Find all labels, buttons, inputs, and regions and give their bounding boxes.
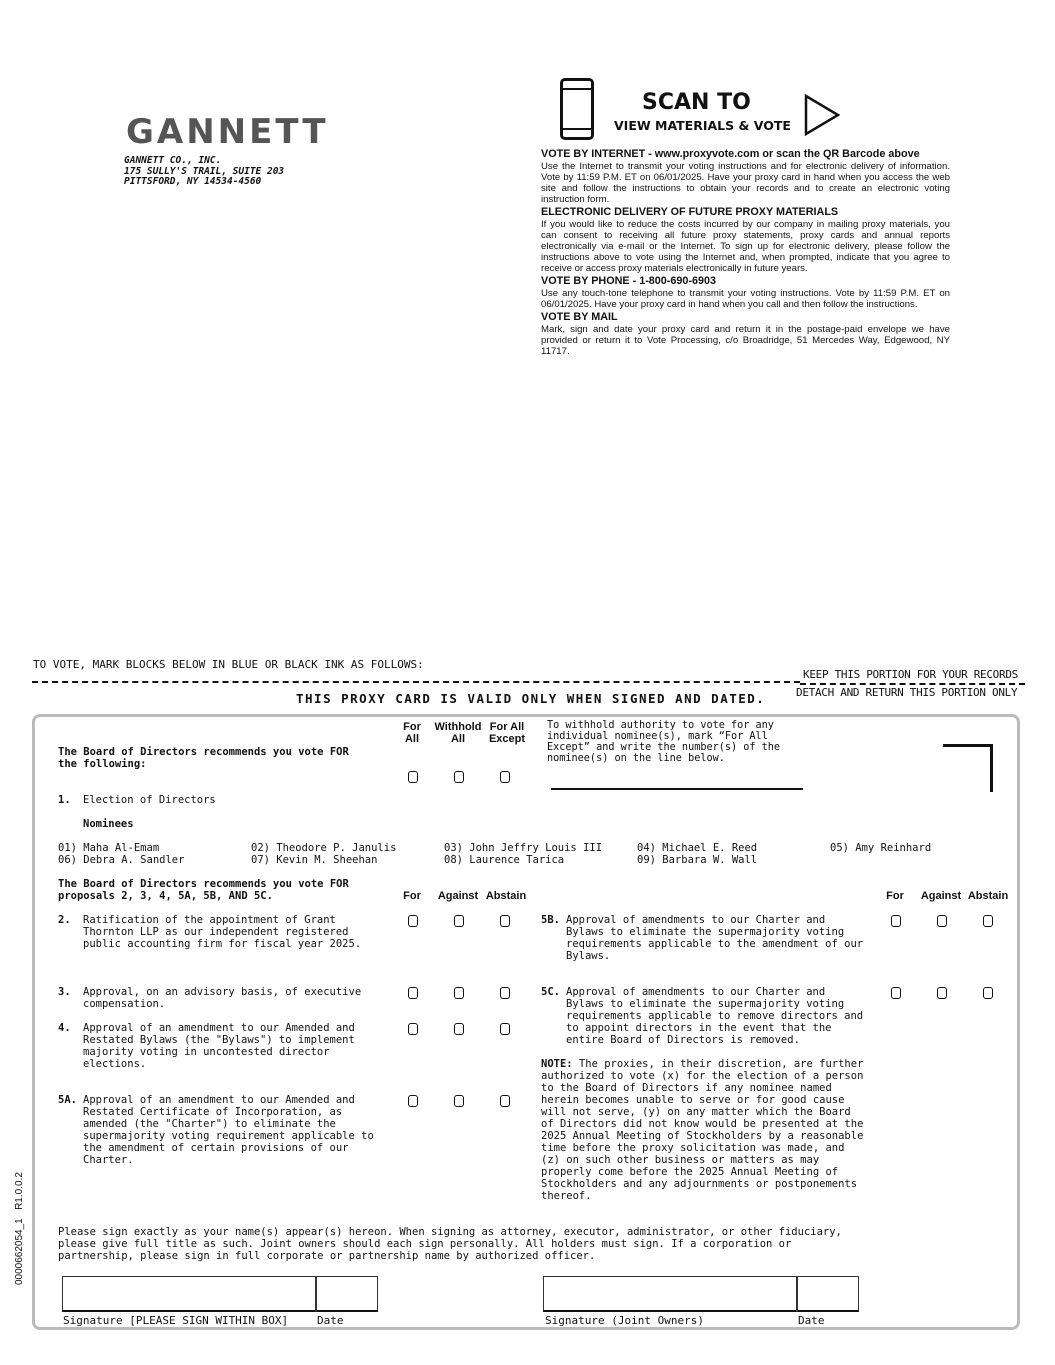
nominee: 07) Kevin M. Sheehan — [251, 854, 378, 866]
nominee: 06) Debra A. Sandler — [58, 854, 185, 866]
play-arrow-icon — [804, 94, 840, 136]
proposal-number: 2. — [58, 914, 71, 926]
proposal-5b-abstain-checkbox[interactable] — [983, 915, 993, 927]
col-for: For — [403, 890, 421, 902]
proxy-note — [541, 1058, 863, 1202]
col-withhold-all: Withhold All — [434, 721, 482, 745]
nominee: 03) John Jeffry Louis III — [444, 842, 603, 854]
proposal-5c-abstain-checkbox[interactable] — [983, 987, 993, 999]
address-line: PITTSFORD, NY 14534-4560 — [124, 176, 262, 187]
date-label: Date — [798, 1314, 825, 1327]
col-for-all-except: For All Except — [488, 721, 526, 745]
proposal-5a-for-checkbox[interactable] — [408, 1095, 418, 1107]
proposal-3-for-checkbox[interactable] — [408, 987, 418, 999]
address-line: GANNETT CO., INC. — [124, 155, 222, 166]
nominee-number-line[interactable] — [551, 788, 803, 790]
date-label: Date — [317, 1314, 344, 1327]
proposal-text: Approval of an amendment to our Amended and Restated Bylaws (the "Bylaws") to implement majority voting in uncontested director elections. — [83, 1022, 355, 1070]
instruction-heading: ELECTRONIC DELIVERY OF FUTURE PROXY MATERIALS — [541, 206, 839, 218]
valid-notice: THIS PROXY CARD IS VALID ONLY WHEN SIGNED AND DATED. — [296, 691, 766, 706]
date-separator — [315, 1276, 317, 1312]
nominee: 01) Maha Al-Emam — [58, 842, 160, 854]
for-all-except-checkbox[interactable] — [500, 771, 510, 783]
detach-line — [32, 681, 800, 683]
joint-signature-label: Signature (Joint Owners) — [545, 1314, 704, 1327]
scan-title: SCAN TO — [642, 90, 751, 115]
election-label: Election of Directors — [83, 794, 216, 806]
board-recommendation: The Board of Directors recommends you vote FOR the following: — [58, 746, 349, 770]
proposal-2-against-checkbox[interactable] — [454, 915, 464, 927]
nominee: 08) Laurence Tarica — [444, 854, 565, 866]
company-address — [124, 156, 284, 188]
voting-instructions — [541, 148, 950, 358]
proposal-3-abstain-checkbox[interactable] — [500, 987, 510, 999]
item-number: 1. — [58, 794, 71, 806]
proposal-text: Approval, on an advisory basis, of executive compensation. — [83, 986, 362, 1010]
nominees-label: Nominees — [83, 818, 134, 830]
proposal-3-against-checkbox[interactable] — [454, 987, 464, 999]
proposal-number: 5B. — [541, 914, 560, 926]
proposal-number: 4. — [58, 1022, 71, 1034]
col-for-all: For All — [403, 721, 421, 745]
phone-icon — [560, 78, 594, 140]
nominee: 09) Barbara W. Wall — [637, 854, 758, 866]
instruction-heading: VOTE BY INTERNET - www.proxyvote.com or scan the QR Barcode above — [541, 148, 920, 160]
date-separator — [796, 1276, 798, 1312]
proposal-5a-abstain-checkbox[interactable] — [500, 1095, 510, 1107]
col-abstain: Abstain — [485, 890, 527, 902]
instruction-heading: VOTE BY MAIL — [541, 311, 618, 323]
signature-box[interactable] — [62, 1276, 378, 1312]
sign-instructions: Please sign exactly as your name(s) appear(s) hereon. When signing as attorney, executor, administrator, or other fiduciary, please give full title as such. Joint owners should each sign personally. All holders must sign. If a corporation or partnership, please sign in full corporate or partnership name by authorized officer. — [58, 1226, 842, 1262]
col-for: For — [886, 890, 904, 902]
document-code: 0000662054_1 R1.0.0.2 — [14, 1172, 25, 1285]
proposal-2-for-checkbox[interactable] — [408, 915, 418, 927]
nominee: 04) Michael E. Reed — [637, 842, 758, 854]
col-against: Against — [920, 890, 962, 902]
col-against: Against — [437, 890, 479, 902]
note-text: The proxies, in their discretion, are further authorized to vote (x) for the election of a person to the Board of Directors if any nominee named herein becomes unable to serve or for good cause will not serve, (y) on any matter which the Board of Directors did not know would be presented at the 2025 Annual Meeting of Stockholders by a reasonable time before the proxy solicitation was made, and (z) on such other business or matters as may properly come before the 2025 Annual Meeting of Stockholders and any adjournments or postponements thereof. — [541, 1058, 864, 1202]
nominee: 02) Theodore P. Janulis — [251, 842, 397, 854]
instruction-heading: VOTE BY PHONE - 1-800-690-6903 — [541, 275, 717, 287]
proposal-number: 3. — [58, 986, 71, 998]
note-label: NOTE: — [541, 1058, 573, 1070]
proposal-5b-for-checkbox[interactable] — [891, 915, 901, 927]
instruction-body: Mark, sign and date your proxy card and return it in the postage-paid envelope we have provided or return it to Vote Processing, c/o Broadridge, 51 Mercedes Way, Edgewood, NY 11717. — [541, 324, 950, 357]
keep-portion-label: KEEP THIS PORTION FOR YOUR RECORDS — [803, 668, 1018, 681]
instruction-body: Use the Internet to transmit your voting instructions and for electronic delivery of information. Vote by 11:59 P.M. ET on 06/01/2025. Have your proxy card in hand when you access the web site and follow the instructions to obtain your records and to create an electronic voting instruction form. — [541, 161, 950, 205]
joint-signature-box[interactable] — [543, 1276, 859, 1312]
signature-label: Signature [PLEASE SIGN WITHIN BOX] — [63, 1314, 289, 1327]
proposal-2-abstain-checkbox[interactable] — [500, 915, 510, 927]
proposal-text: Approval of amendments to our Charter and Bylaws to eliminate the supermajority voting requirements applicable to remove directors and to appoint directors in the event that the entire Board of Directors is removed. — [566, 986, 864, 1046]
board-recommendation: The Board of Directors recommends you vote FOR proposals 2, 3, 4, 5A, 5B, AND 5C. — [58, 878, 349, 902]
proposal-5b-against-checkbox[interactable] — [937, 915, 947, 927]
corner-mark — [943, 744, 993, 792]
scan-subtitle: VIEW MATERIALS & VOTE — [614, 118, 791, 133]
detach-line — [800, 683, 1025, 685]
nominee: 05) Amy Reinhard — [830, 842, 932, 854]
instruction-body: If you would like to reduce the costs incurred by our company in mailing proxy materials, you can consent to receiving all future proxy statements, proxy cards and annual reports electronically via e-mail or the Internet. To sign up for electronic delivery, please follow the instructions above to vote using the Internet and, when prompted, indicate that you agree to receive or access proxy materials electronically in future years. — [541, 219, 950, 274]
proposal-5c-for-checkbox[interactable] — [891, 987, 901, 999]
instruction-body: Use any touch-tone telephone to transmit your voting instructions. Vote by 11:59 P.M. ET on 06/01/2025. Have your proxy card in hand when you call and then follow the instructions. — [541, 288, 950, 310]
proposal-text: Ratification of the appointment of Grant Thornton LLP as our independent registered public accounting firm for fiscal year 2025. — [83, 914, 362, 950]
detach-portion-label: DETACH AND RETURN THIS PORTION ONLY — [796, 686, 1018, 699]
proposal-5a-against-checkbox[interactable] — [454, 1095, 464, 1107]
company-logo: GANNETT — [126, 112, 329, 152]
proposal-text: Approval of amendments to our Charter and Bylaws to eliminate the supermajority voting requirements applicable to the amendment of our Bylaws. — [566, 914, 864, 962]
to-vote-instruction: TO VOTE, MARK BLOCKS BELOW IN BLUE OR BLACK INK AS FOLLOWS: — [33, 658, 424, 671]
for-all-checkbox[interactable] — [408, 771, 418, 783]
withhold-instruction: To withhold authority to vote for any individual nominee(s), mark “For All Except” and write the number(s) of the nominee(s) on the line below. — [547, 720, 781, 764]
proposal-number: 5A. — [58, 1094, 77, 1106]
proposal-text: Approval of an amendment to our Amended and Restated Certificate of Incorporation, as amended (the "Charter") to eliminate the supermajority voting requirement applicable to the amendment of certain provisions of our Charter. — [83, 1094, 374, 1166]
proposal-5c-against-checkbox[interactable] — [937, 987, 947, 999]
address-line: 175 SULLY'S TRAIL, SUITE 203 — [124, 165, 285, 177]
withhold-all-checkbox[interactable] — [454, 771, 464, 783]
proposal-number: 5C. — [541, 986, 560, 998]
proposal-4-for-checkbox[interactable] — [408, 1023, 418, 1035]
col-abstain: Abstain — [967, 890, 1009, 902]
proposal-4-against-checkbox[interactable] — [454, 1023, 464, 1035]
proposal-4-abstain-checkbox[interactable] — [500, 1023, 510, 1035]
